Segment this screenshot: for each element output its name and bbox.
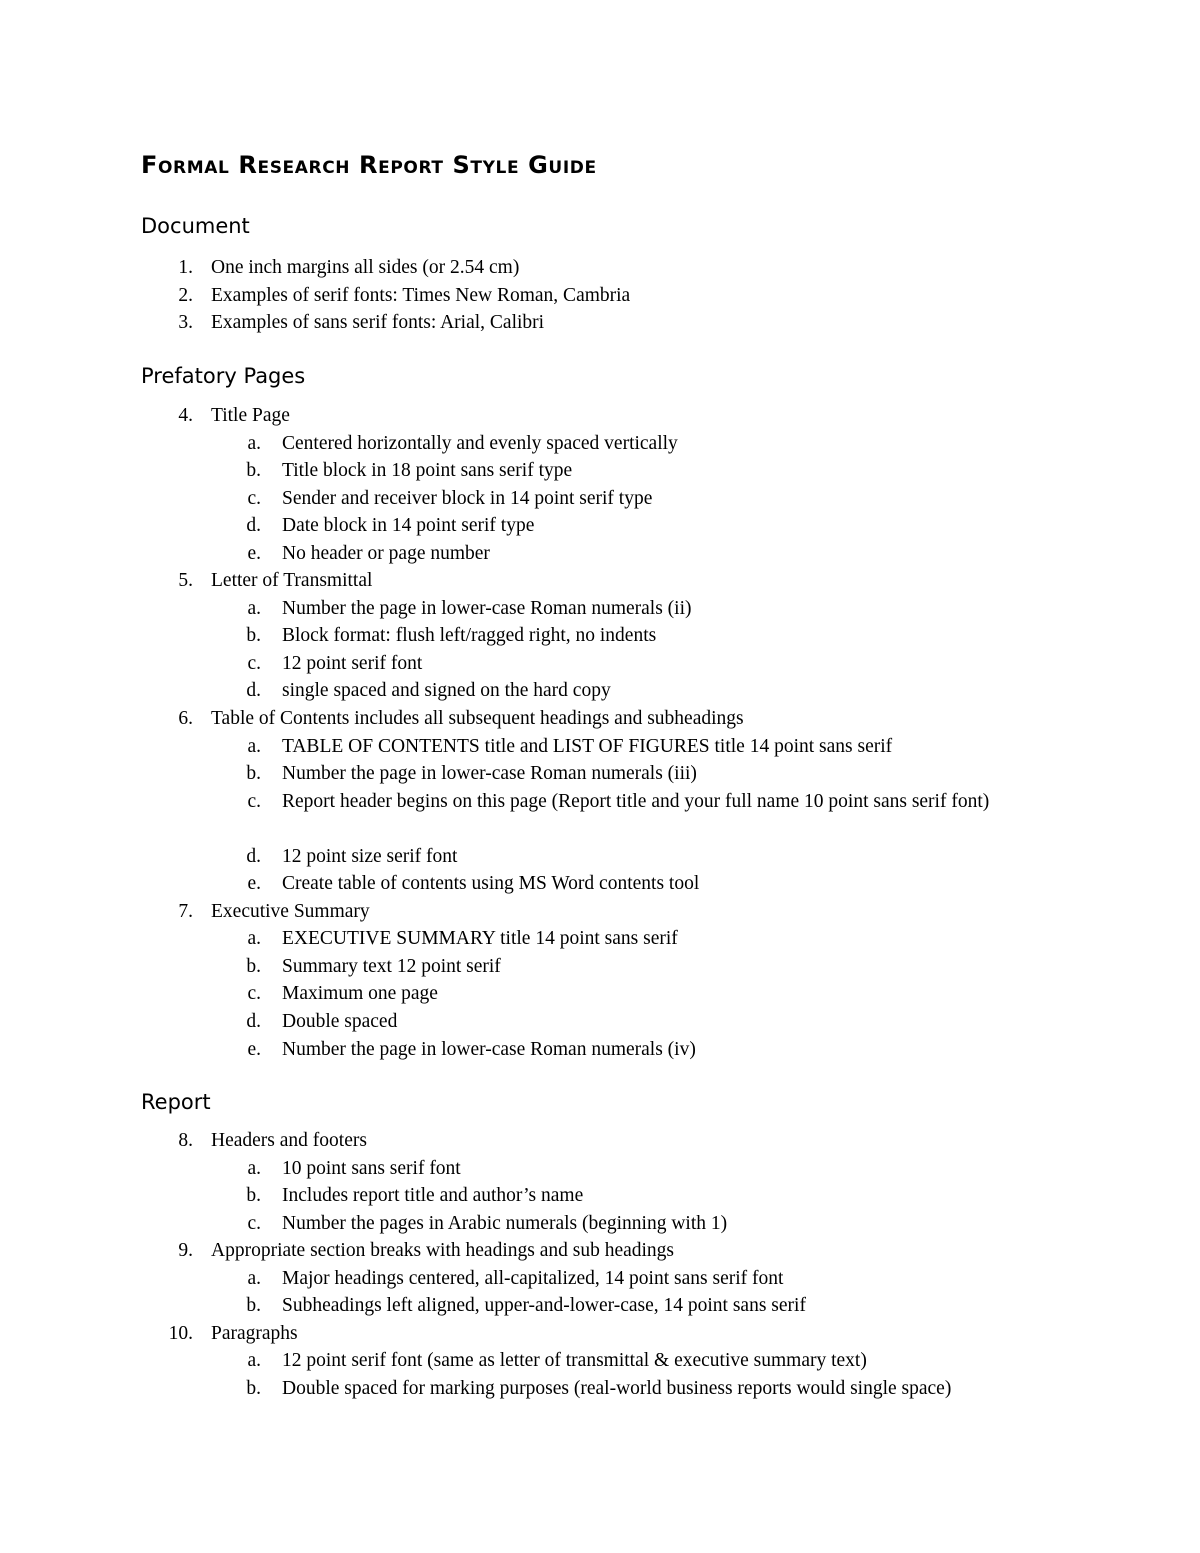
sub-item-letter: b. xyxy=(246,763,261,785)
sub-item-letter: a. xyxy=(247,597,261,619)
sub-item-text: Sender and receiver block in 14 point serif type xyxy=(282,487,653,509)
sub-item-letter: c. xyxy=(247,487,261,509)
sub-item-letter: a. xyxy=(247,735,261,757)
item-text: Examples of sans serif fonts: Arial, Calibri xyxy=(211,312,545,334)
item-text: Letter of Transmittal xyxy=(211,570,373,592)
sub-list-item xyxy=(0,953,1200,981)
sub-list-item xyxy=(0,733,1200,761)
document-list xyxy=(0,254,1200,337)
item-number: 2. xyxy=(178,284,193,306)
list-item xyxy=(0,309,1200,337)
sub-list-item xyxy=(0,1265,1200,1293)
sub-list-item xyxy=(0,540,1200,568)
sub-item-text: No header or page number xyxy=(282,542,490,564)
sub-list-item xyxy=(0,1182,1200,1210)
sub-list-item xyxy=(0,650,1200,678)
sub-item-text: Number the page in lower-case Roman numerals (iii) xyxy=(282,763,697,785)
sub-item-letter: d. xyxy=(246,1011,261,1033)
sub-item-text: EXECUTIVE SUMMARY title 14 point sans serif xyxy=(282,928,678,950)
sub-list-item xyxy=(0,485,1200,513)
item-text: Appropriate section breaks with headings and sub headings xyxy=(211,1240,675,1262)
section-heading-prefatory-pages: Prefatory Pages xyxy=(141,364,306,388)
list-item xyxy=(0,567,1200,595)
item-text: One inch margins all sides (or 2.54 cm) xyxy=(211,257,520,278)
item-number: 1. xyxy=(178,257,193,278)
sub-item-text: 10 point sans serif font xyxy=(282,1157,461,1179)
item-number: 7. xyxy=(178,900,193,922)
sub-item-text: Maximum one page xyxy=(282,983,438,1005)
sub-item-letter: a. xyxy=(247,928,261,950)
sub-item-text: Double spaced xyxy=(282,1011,398,1033)
item-number: 5. xyxy=(178,570,193,592)
item-text: Examples of serif fonts: Times New Roman, Cambria xyxy=(211,284,631,306)
sub-list-item xyxy=(0,843,1200,871)
item-text: Table of Contents includes all subsequent headings and subheadings xyxy=(211,708,744,730)
section-heading-report: Report xyxy=(141,1090,211,1114)
item-text: Paragraphs xyxy=(211,1322,298,1344)
sub-item-text: single spaced and signed on the hard copy xyxy=(282,680,611,702)
sub-item-letter: c. xyxy=(247,1212,261,1234)
prefatory-list xyxy=(0,402,1200,1063)
item-number: 4. xyxy=(178,405,193,426)
list-item xyxy=(0,254,1200,282)
sub-item-letter: b. xyxy=(246,1377,261,1399)
item-text: Executive Summary xyxy=(211,900,370,922)
sub-item-text: Report header begins on this page (Report title and your full name 10 point sans serif font) xyxy=(282,790,990,812)
sub-item-letter: e. xyxy=(247,873,261,895)
sub-item-text: Double spaced for marking purposes (real-world business reports would single space) xyxy=(282,1377,952,1399)
sub-list-item xyxy=(0,677,1200,705)
sub-item-text: Create table of contents using MS Word contents tool xyxy=(282,873,700,895)
sub-item-text: Block format: flush left/ragged right, no indents xyxy=(282,625,657,647)
sub-list-item xyxy=(0,1008,1200,1036)
sub-item-text: Major headings centered, all-capitalized, 14 point sans serif font xyxy=(282,1267,784,1289)
sub-list-item xyxy=(0,1375,1200,1403)
sub-list-item xyxy=(0,980,1200,1008)
item-number: 3. xyxy=(178,312,193,334)
sub-item-letter: a. xyxy=(247,1350,261,1372)
sub-list-item xyxy=(0,457,1200,485)
item-number: 8. xyxy=(178,1130,193,1151)
sub-item-letter: b. xyxy=(246,955,261,977)
sub-item-letter: b. xyxy=(246,1295,261,1317)
sub-item-letter: e. xyxy=(247,1038,261,1060)
item-number: 6. xyxy=(178,708,193,730)
report-list xyxy=(0,1127,1200,1402)
list-item xyxy=(0,1237,1200,1265)
sub-list-item xyxy=(0,1292,1200,1320)
sub-item-letter: e. xyxy=(247,542,261,564)
sub-item-letter: b. xyxy=(246,460,261,482)
list-item xyxy=(0,1127,1200,1155)
sub-item-text: Subheadings left aligned, upper-and-lower-case, 14 point sans serif xyxy=(282,1295,806,1317)
item-text: Title Page xyxy=(211,405,290,426)
sub-item-letter: a. xyxy=(247,1267,261,1289)
sub-item-text: 12 point serif font (same as letter of transmittal & executive summary text) xyxy=(282,1350,867,1372)
sub-list-item xyxy=(0,1036,1200,1064)
sub-item-letter: c. xyxy=(247,983,261,1005)
section-heading-document: Document xyxy=(141,214,250,238)
sub-item-letter: d. xyxy=(246,680,261,702)
sub-item-text: 12 point size serif font xyxy=(282,845,458,867)
sub-item-letter: b. xyxy=(246,1185,261,1207)
list-item xyxy=(0,282,1200,310)
sub-list-item xyxy=(0,760,1200,788)
sub-item-letter: d. xyxy=(246,845,261,867)
sub-item-letter: b. xyxy=(246,625,261,647)
sub-list-item xyxy=(0,1347,1200,1375)
sub-item-text: Centered horizontally and evenly spaced vertically xyxy=(282,432,678,454)
sub-item-text: Number the page in lower-case Roman numerals (ii) xyxy=(282,597,692,619)
sub-item-text: Date block in 14 point serif type xyxy=(282,515,535,537)
item-number: 9. xyxy=(178,1240,193,1262)
sub-item-text: Summary text 12 point serif xyxy=(282,955,501,977)
list-item xyxy=(0,898,1200,926)
sub-item-text: TABLE OF CONTENTS title and LIST OF FIGURES title 14 point sans serif xyxy=(282,735,893,757)
sub-list-item xyxy=(0,1155,1200,1183)
list-item xyxy=(0,402,1200,430)
sub-list-item xyxy=(0,1210,1200,1238)
sub-list-item xyxy=(0,512,1200,540)
sub-item-text: Number the pages in Arabic numerals (beginning with 1) xyxy=(282,1212,728,1234)
sub-list-item xyxy=(0,430,1200,458)
document-title: Formal Research Report Style Guide xyxy=(141,151,597,179)
sub-list-item xyxy=(0,788,1200,843)
sub-item-letter: a. xyxy=(247,432,261,454)
sub-list-item xyxy=(0,870,1200,898)
sub-item-text: Title block in 18 point sans serif type xyxy=(282,460,573,482)
sub-item-text: Includes report title and author’s name xyxy=(282,1185,584,1207)
sub-list-item xyxy=(0,622,1200,650)
sub-list-item xyxy=(0,925,1200,953)
list-item xyxy=(0,705,1200,733)
sub-item-letter: a. xyxy=(247,1157,261,1179)
sub-item-letter: c. xyxy=(247,652,261,674)
sub-list-item xyxy=(0,595,1200,623)
list-item xyxy=(0,1320,1200,1348)
sub-item-letter: d. xyxy=(246,515,261,537)
item-number: 10. xyxy=(168,1322,193,1344)
sub-item-text: 12 point serif font xyxy=(282,652,423,674)
item-text: Headers and footers xyxy=(211,1130,367,1151)
sub-item-letter: c. xyxy=(247,790,261,812)
sub-item-text: Number the page in lower-case Roman numerals (iv) xyxy=(282,1038,696,1060)
